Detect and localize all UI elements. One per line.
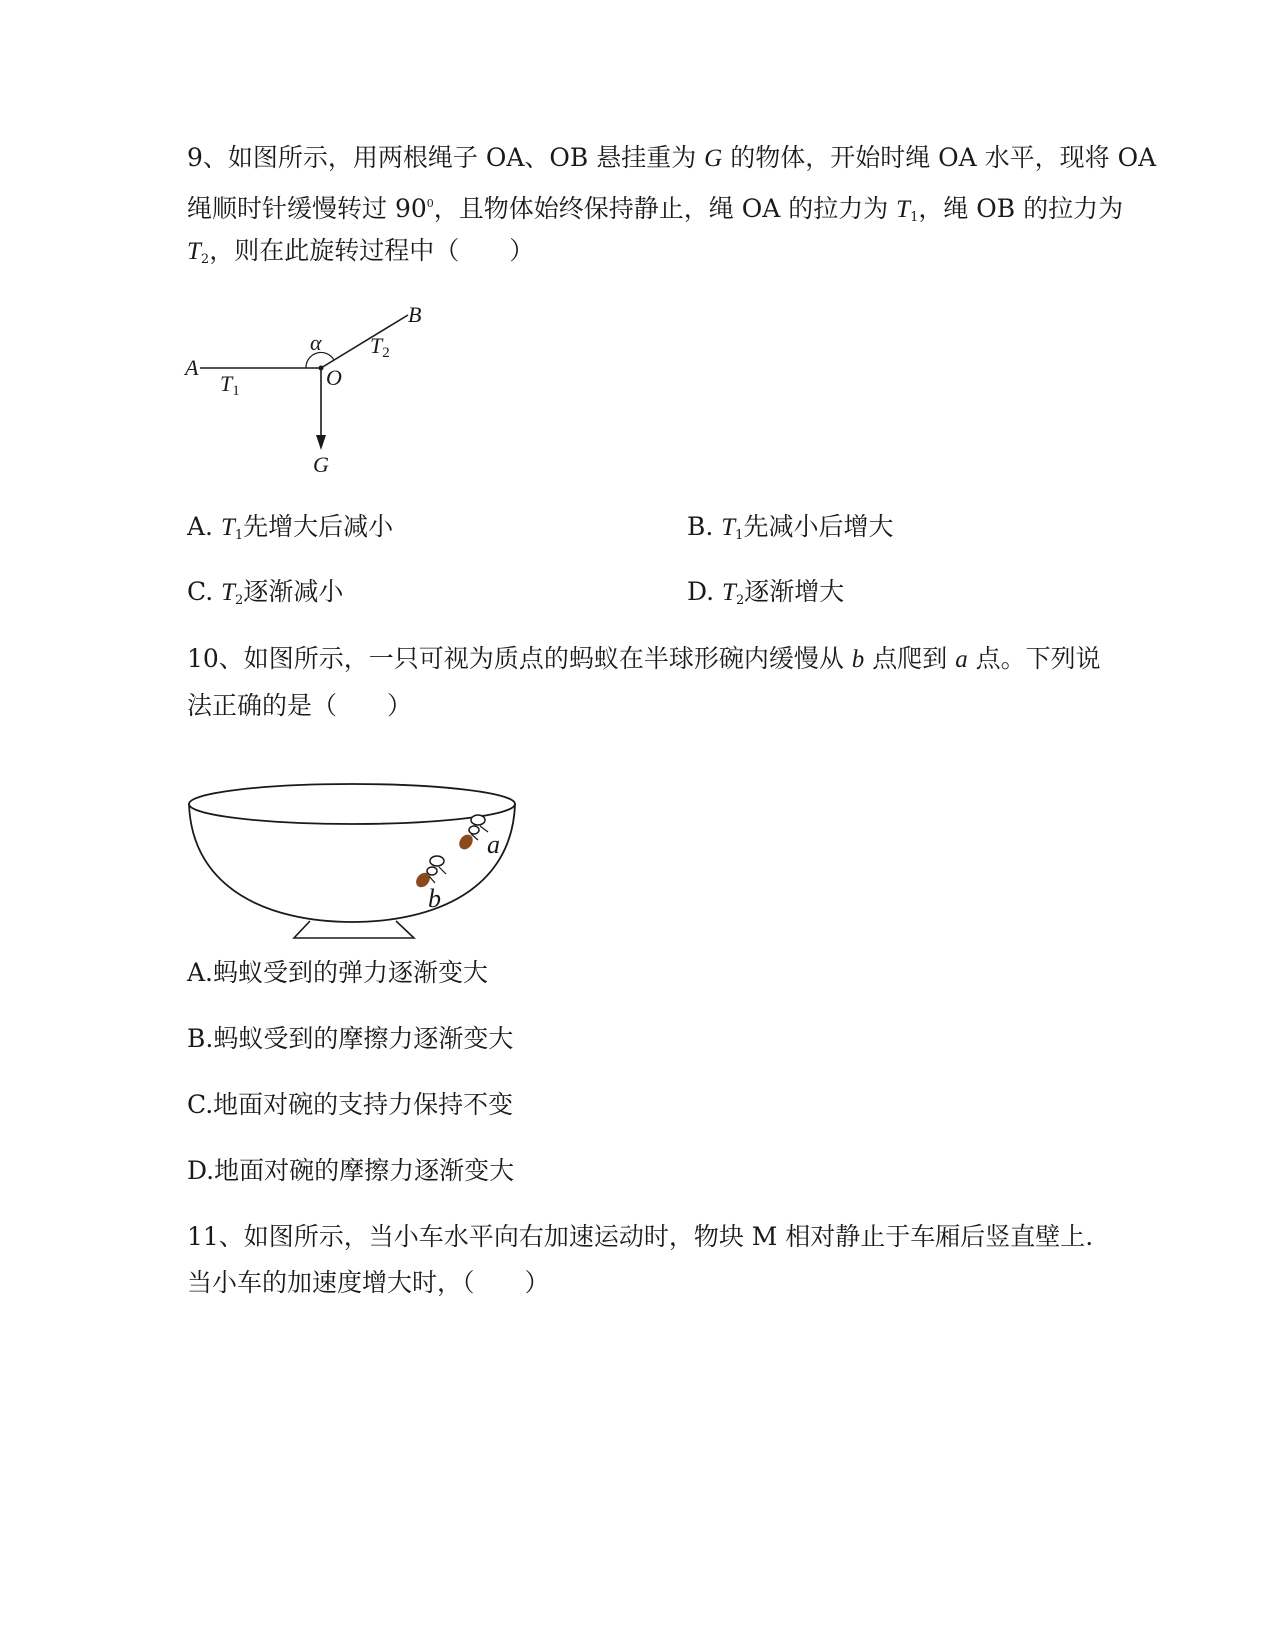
q9-line-3 <box>187 236 534 275</box>
q9-text: ，且物体始终保持静止，绳 OA 的拉力为 <box>433 194 889 223</box>
q11-line-2: 当小车的加速度增大时，（ ） <box>187 1268 550 1297</box>
q10-option-b[interactable]: B.蚂蚁受到的摩擦力逐渐变大 <box>187 1024 514 1053</box>
arrow-head <box>316 435 326 450</box>
q10-line-1: 10、如图所示，一只可视为质点的蚂蚁在半球形碗内缓慢从 b 点爬到 a 点。下列说 <box>187 644 1101 673</box>
q9-option-b[interactable]: B. $T_1$先减小后增大 <box>687 512 894 543</box>
q10-line-2: 法正确的是（ ） <box>187 691 413 720</box>
bowl-rim <box>189 784 515 824</box>
label-b: b <box>428 884 441 913</box>
q9-text: ，则在此旋转过程中（ ） <box>209 236 535 265</box>
q9-option-c[interactable]: C. $T_2$逐渐减小 <box>187 577 344 608</box>
var-a: a <box>955 646 968 673</box>
label-b: B <box>408 302 422 327</box>
subscript-1: 1 <box>910 210 919 225</box>
q9-text: 绳顺时针缓慢转过 90 <box>187 194 427 223</box>
var-b: b <box>851 646 865 673</box>
q9-text: 的物体，开始时绳 OA 水平，现将 OA <box>730 143 1157 172</box>
var-t2: T <box>187 238 201 265</box>
q9-option-d[interactable]: D. $T_2$逐渐增大 <box>687 577 845 608</box>
bowl-body <box>189 804 515 922</box>
q9-text: 9、如图所示，用两根绳子 OA、OB 悬挂重为 <box>187 143 697 172</box>
point-o <box>319 366 324 371</box>
degree-mark: 0 <box>426 197 434 210</box>
q9-text: ，绳 OB 的拉力为 <box>918 194 1124 223</box>
q10-option-a[interactable]: A.蚂蚁受到的弹力逐渐变大 <box>187 958 489 987</box>
label-t2: T2 <box>370 333 390 361</box>
q10-option-c[interactable]: C.地面对碗的支持力保持不变 <box>187 1090 514 1119</box>
q11-line-1: 11、如图所示，当小车水平向右加速运动时，物块 M 相对静止于车厢后竖直壁上. <box>187 1222 1094 1251</box>
label-a: A <box>185 355 199 380</box>
q9-line-1 <box>187 143 1156 174</box>
var-g: G <box>704 145 723 172</box>
q9-force-diagram <box>180 295 480 485</box>
label-o: O <box>326 365 342 390</box>
bowl-base <box>294 921 414 938</box>
bowl-diagram <box>180 780 540 970</box>
q10-option-d[interactable]: D.地面对碗的摩擦力逐渐变大 <box>187 1156 515 1185</box>
label-t1: T1 <box>220 371 240 399</box>
label-alpha: α <box>310 330 322 355</box>
subscript-2: 2 <box>200 252 210 267</box>
q9-option-a[interactable]: A. $T_1$先增大后减小 <box>187 512 394 543</box>
var-t1: T <box>896 196 911 223</box>
label-g: G <box>313 452 329 477</box>
rope-ob <box>321 315 408 368</box>
q9-line-2 <box>187 189 1123 233</box>
ant-icon <box>456 815 488 852</box>
label-a: a <box>487 830 500 859</box>
